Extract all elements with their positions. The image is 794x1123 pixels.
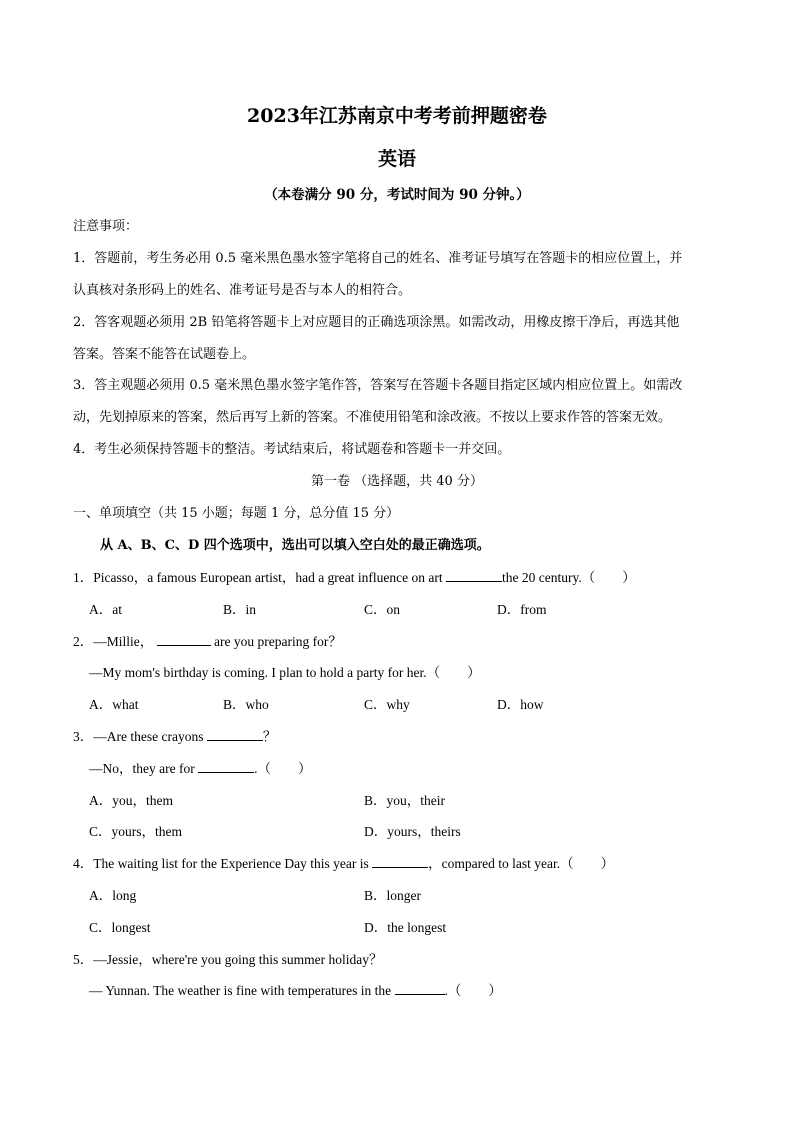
question-1-stem: 1．Picasso，a famous European artist，had a great influence on art	[73, 570, 447, 585]
question-1-stem-end: the 20 century.（ ）	[502, 570, 636, 585]
exam-title: 2023年江苏南京中考考前押题密卷	[247, 105, 547, 127]
answer-blank	[395, 982, 445, 995]
question-3-reply	[89, 760, 311, 778]
section-heading: 一、单项填空（共 15 小题；每题 1 分，总分值 15 分）	[73, 506, 400, 521]
question-2-stem-end: are you preparing for？	[210, 634, 342, 649]
note-2-line-1: 2．答客观题必须用 2B 铅笔将答题卡上对应题目的正确选项涂黑。如需改动，用橡皮擦干净后，再选其他	[73, 315, 680, 330]
question-2-option-a: A．what	[89, 697, 139, 712]
answer-blank	[157, 633, 211, 646]
question-1	[73, 569, 636, 587]
note-1-line-2: 认真核对条形码上的姓名、准考证号是否与本人的相符合。	[73, 283, 412, 298]
answer-blank	[198, 760, 254, 773]
question-4-option-b: B．longer	[364, 888, 421, 903]
note-4: 4．考生必须保持答题卡的整洁。考试结束后，将试题卷和答题卡一并交回。	[73, 442, 511, 457]
question-1-option-d: D．from	[497, 602, 547, 617]
question-5-reply-end: .（ ）	[444, 983, 502, 998]
question-1-option-a: A．at	[89, 602, 122, 617]
question-3-reply-text: —No，they are for	[89, 761, 199, 776]
question-2	[73, 633, 342, 651]
question-1-option-c: C．on	[364, 602, 401, 617]
question-4-stem: 4．The waiting list for the Experience Day this year is	[73, 856, 373, 871]
notes-heading: 注意事项：	[73, 219, 139, 234]
question-3	[73, 728, 276, 746]
question-4-option-d: D．the longest	[364, 920, 447, 935]
question-3-option-d: D．yours，theirs	[364, 824, 461, 839]
section-instruction: 从 A、B、C、D 四个选项中，选出可以填入空白处的最正确选项。	[100, 538, 490, 553]
question-2-option-d: D．how	[497, 697, 544, 712]
answer-blank	[207, 728, 263, 741]
question-3-reply-end: .（ ）	[254, 761, 312, 776]
question-3-option-c: C．yours，them	[89, 824, 182, 839]
exam-info: （本卷满分 90 分，考试时间为 90 分钟。）	[264, 187, 530, 203]
note-3-line-2: 动，先划掉原来的答案，然后再写上新的答案。不准使用铅笔和涂改液。不按以上要求作答的答案无效。	[73, 410, 672, 425]
note-2-line-2: 答案。答案不能答在试题卷上。	[73, 347, 256, 362]
question-3-option-b: B．you，their	[364, 793, 445, 808]
question-4-stem-end: ，compared to last year.（ ）	[428, 856, 615, 871]
question-5: 5．—Jessie，where're you going this summer holiday？	[73, 952, 383, 967]
answer-blank	[372, 855, 428, 868]
question-3-stem: 3．—Are these crayons	[73, 729, 207, 744]
question-3-option-a: A．you，them	[89, 793, 173, 808]
answer-blank	[446, 569, 502, 582]
subject-title: 英语	[377, 148, 416, 170]
question-1-option-b: B．in	[223, 602, 257, 617]
question-5-reply	[89, 982, 502, 1000]
question-3-stem-end: ？	[262, 729, 277, 744]
question-2-option-c: C．why	[364, 697, 410, 712]
question-2-option-b: B．who	[223, 697, 269, 712]
question-5-reply-text: — Yunnan. The weather is fine with temperatures in the	[89, 983, 395, 998]
question-4-option-a: A．long	[89, 888, 137, 903]
question-4-option-c: C．longest	[89, 920, 151, 935]
question-2-reply: —My mom's birthday is coming. I plan to hold a party for her.（ ）	[89, 665, 481, 680]
note-3-line-1: 3．答主观题必须用 0.5 毫米黑色墨水签字笔作答，答案写在答题卡各题目指定区域内相应位置上。如需改	[73, 378, 683, 393]
question-4	[73, 855, 614, 873]
part-heading: 第一卷 （选择题，共 40 分）	[311, 474, 483, 489]
note-1-line-1: 1．答题前，考生务必用 0.5 毫米黑色墨水签字笔将自己的姓名、准考证号填写在答题卡的相应位置上，并	[73, 251, 683, 266]
question-2-stem: 2．—Millie，	[73, 634, 157, 649]
